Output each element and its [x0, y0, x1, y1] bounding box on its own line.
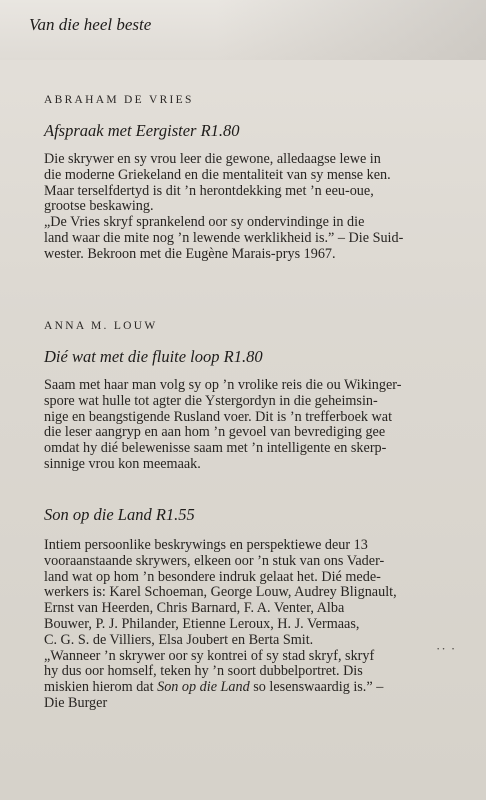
entry-3-line: vooraanstaande skrywers, elkeen oor ’n stuk van ons Vader-: [44, 552, 385, 569]
entry-1-line: wester. Bekroon met die Eugène Marais-prys 1967.: [44, 245, 336, 262]
entry-3-line: Ernst van Heerden, Chris Barnard, F. A. Venter, Alba: [44, 600, 345, 617]
entry-1-line: die moderne Griekeland en die mentaliteit van sy mense ken.: [44, 166, 391, 183]
entry-3-line: land wat op hom ’n besondere indruk gelaat het. Dié mede-: [44, 568, 381, 585]
entry-1-line: Maar terselfdertyd is dit ’n herontdekking met ’n eeu-oue,: [44, 182, 374, 199]
entry-2-description: [44, 378, 401, 473]
entry-2-line: spore wat hulle tot agter die Ystergordyn in die geheimsin-: [44, 392, 378, 409]
entry-3-inline-title: Son op die Land: [157, 679, 250, 696]
entry-2-title: Dié wat met die fluite loop R1.80: [44, 347, 263, 366]
entry-1-line: grootse beskawing.: [44, 198, 154, 215]
entry-3-line: werkers is: Karel Schoeman, George Louw, Audrey Blignault,: [44, 584, 397, 601]
header-strip: [0, 0, 486, 60]
entry-3-line: C. G. S. de Villiers, Elsa Joubert en Berta Smit.: [44, 631, 314, 648]
entry-3-line-with-italic: [44, 680, 397, 696]
header-shadow: [216, 0, 486, 60]
entry-3-line: hy dus oor homself, teken hy ’n soort dubbelportret. Dis: [44, 663, 363, 680]
entry-1-title: Afspraak met Eergister R1.80: [44, 121, 240, 140]
entry-3-description: [44, 538, 397, 712]
page-header-title: Van die heel beste: [29, 15, 152, 34]
entry-3-line: Bouwer, P. J. Philander, Etienne Leroux, H. J. Vermaas,: [44, 615, 360, 632]
entry-3-line: Intiem persoonlike beskrywings en perspektiewe deur 13: [44, 537, 368, 553]
entry-3-line: „Wanneer ’n skrywer oor sy kontrei of sy stad skryf, skryf: [44, 647, 375, 664]
entry-3-line-lead: miskien hierom dat: [44, 679, 158, 696]
entry-2-line: die leser aangryp en aan hom ’n gevoel van bevrediging gee: [44, 424, 386, 441]
entry-1-line: Die skrywer en sy vrou leer die gewone, alledaagse lewe in: [44, 151, 381, 167]
entry-1-line: „De Vries skryf sprankelend oor sy ondervindinge in die: [44, 214, 365, 231]
entry-1-author: ABRAHAM DE VRIES: [44, 94, 194, 106]
entry-3-line-tail: so lesenswaardig is.” –: [253, 679, 384, 696]
entry-2-line: nige en beangstigende Rusland voer. Dit is ’n trefferboek wat: [44, 408, 393, 425]
entry-2-line: omdat hy dié belewenisse saam met ’n intelligente en skerp-: [44, 440, 387, 457]
entry-2-author: ANNA M. LOUW: [44, 320, 158, 332]
entry-2-line: sinnige vrou kon meemaak.: [44, 455, 201, 472]
entry-1-description: [44, 152, 403, 263]
entry-2-line: Saam met haar man volg sy op ’n vrolike reis die ou Wikinger-: [44, 377, 402, 393]
entry-3-line: Die Burger: [44, 694, 108, 711]
entry-3-title: Son op die Land R1.55: [44, 505, 195, 524]
entry-1-line: land waar die mite nog ’n lewende werklikheid is.” – Die Suid-: [44, 229, 404, 246]
stray-ink-marks: ·· ·: [436, 641, 457, 656]
